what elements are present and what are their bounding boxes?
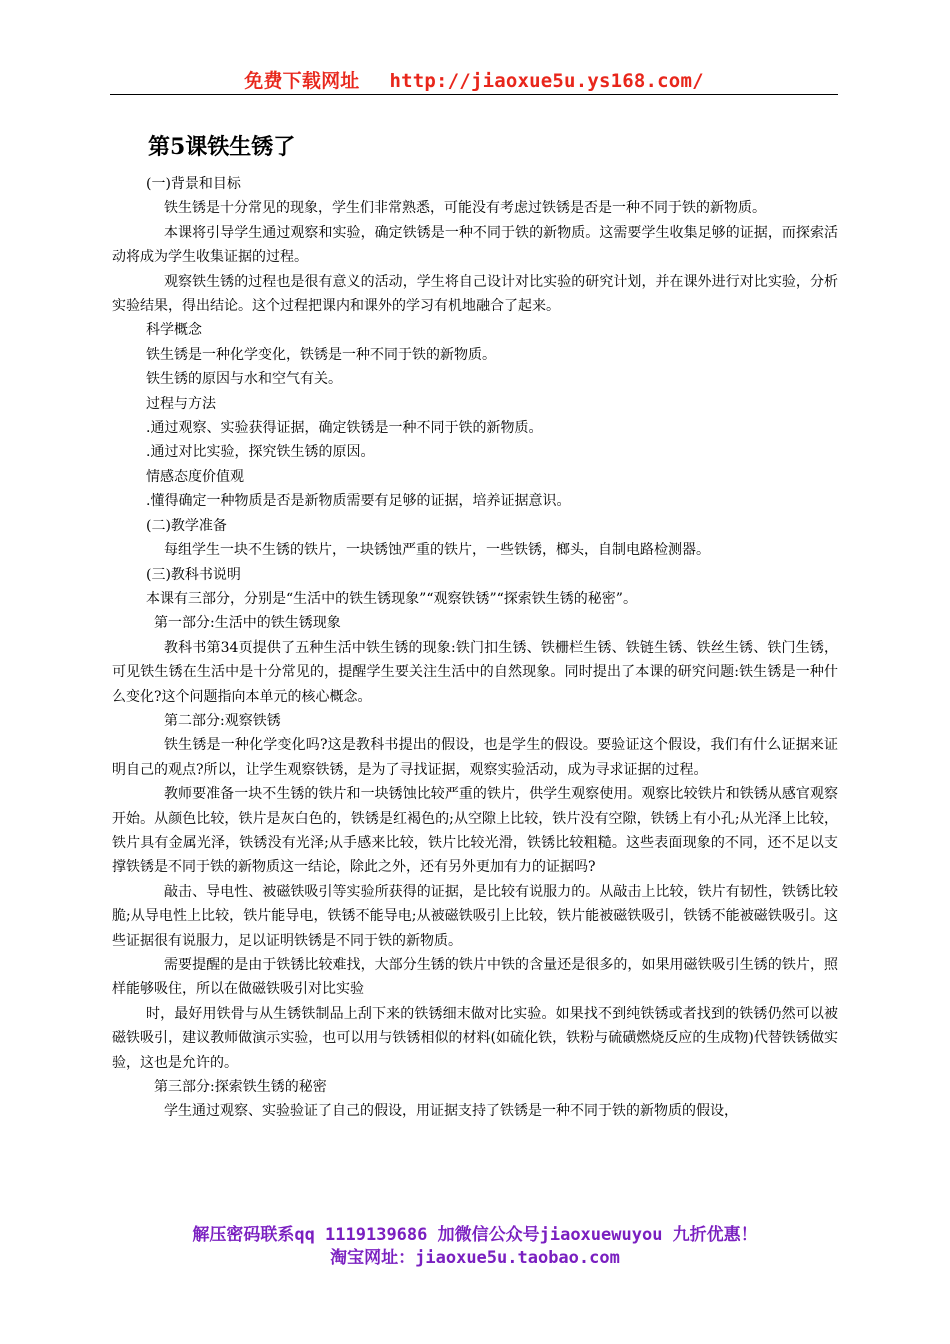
paragraph: .通过对比实验，探究铁生锈的原因。 (146, 444, 375, 461)
paragraph: 情感态度价值观 (146, 468, 244, 485)
paragraph: (二)教学准备 (146, 517, 227, 534)
paragraph: 第三部分:探索铁生锈的秘密 (154, 1079, 327, 1096)
paragraph: 铁生锈的原因与水和空气有关。 (146, 371, 342, 388)
header-banner (110, 66, 838, 93)
paragraph: 第一部分:生活中的铁生锈现象 (154, 615, 341, 632)
document-body (112, 172, 838, 1124)
paragraph: 第二部分:观察铁锈 (164, 712, 281, 729)
footer-shop-link[interactable]: 淘宝网址：jiaoxue5u.taobao.com (330, 1248, 620, 1268)
paragraph: 教科书第34页提供了五种生活中铁生锈的现象:铁门扣生锈、铁栅栏生锈、铁链生锈、铁丝生锈、铁门生锈，可见铁生锈在生活中是十分常见的，提醒学生要关注生活中的自然现象。同时提出了本课的研究问题:铁生锈是一种什么变化?这个问题指向本单元的核心概念。 (112, 639, 838, 705)
header-divider (110, 94, 838, 95)
header-url-link[interactable]: http://jiaoxue5u.ys168.com/ (389, 70, 704, 92)
paragraph: 铁生锈是十分常见的现象，学生们非常熟悉，可能没有考虑过铁锈是否是一种不同于铁的新物质。 (164, 200, 766, 217)
paragraph: 本课有三部分，分别是“生活中的铁生锈现象”“观察铁锈”“探索铁生锈的秘密”。 (146, 590, 637, 607)
paragraph: 时，最好用铁骨与从生锈铁制品上刮下来的铁锈细末做对比实验。如果找不到纯铁锈或者找到的铁锈仍然可以被磁铁吸引，建议教师做演示实验，也可以用与铁锈相似的材料(如硫化铁，铁粉与硫磺燃烧反应的生成物)代替铁锈做实验，这也是允许的。 (112, 1005, 838, 1071)
paragraph: (一)背景和目标 (146, 176, 241, 192)
paragraph: 观察铁生锈的过程也是很有意义的活动，学生将自己设计对比实验的研究计划，并在课外进行对比实验，分析实验结果，得出结论。这个过程把课内和课外的学习有机地融合了起来。 (112, 273, 838, 315)
paragraph: 教师要准备一块不生锈的铁片和一块锈蚀比较严重的铁片，供学生观察使用。观察比较铁片和铁锈从感官观察开始。从颜色比较，铁片是灰白色的，铁锈是红褐色的;从空隙上比较，铁片没有空隙，铁锈上有小孔;从光泽上比较，铁片具有金属光泽，铁锈没有光泽;从手感来比较，铁片比较光滑，铁锈比较粗糙。这些表面现象的不同，还不足以支撑铁锈是不同于铁的新物质这一结论，除此之外，还有另外更加有力的证据吗? (112, 786, 838, 876)
footer-contact: 解压密码联系qq 1119139686 加微信公众号jiaoxuewuyou 九折优惠！ (192, 1225, 758, 1245)
paragraph: 需要提醒的是由于铁锈比较难找，大部分生锈的铁片中铁的含量还是很多的，如果用磁铁吸引生锈的铁片，照样能够吸住，所以在做磁铁吸引对比实验 (112, 957, 838, 998)
paragraph: 学生通过观察、实验验证了自己的假设，用证据支持了铁锈是一种不同于铁的新物质的假设， (164, 1103, 738, 1120)
paragraph: 铁生锈是一种化学变化，铁锈是一种不同于铁的新物质。 (146, 346, 496, 363)
paragraph: .懂得确定一种物质是否是新物质需要有足够的证据，培养证据意识。 (146, 493, 571, 510)
paragraph: 敲击、导电性、被磁铁吸引等实验所获得的证据，是比较有说服力的。从敲击上比较，铁片有韧性，铁锈比较脆;从导电性上比较，铁片能导电，铁锈不能导电;从被磁铁吸引上比较，铁片能被磁铁吸引，铁锈不能被磁铁吸引。这些证据很有说服力，足以证明铁锈是不同于铁的新物质。 (112, 883, 838, 949)
paragraph: 每组学生一块不生锈的铁片，一块锈蚀严重的铁片，一些铁锈，榔头，自制电路检测器。 (164, 542, 710, 559)
paragraph: (三)教科书说明 (146, 566, 241, 583)
paragraph: 过程与方法 (146, 395, 216, 412)
paragraph: 铁生锈是一种化学变化吗?这是教科书提出的假设，也是学生的假设。要验证这个假设，我们有什么证据来证明自己的观点?所以，让学生观察铁锈，是为了寻找证据，观察实验活动，成为寻求证据的过程。 (112, 737, 838, 778)
paragraph: .通过观察、实验获得证据，确定铁锈是一种不同于铁的新物质。 (146, 420, 543, 437)
page-title: 第5课铁生锈了 (148, 134, 296, 160)
paragraph: 本课将引导学生通过观察和实验，确定铁锈是一种不同于铁的新物质。这需要学生收集足够的证据，而探索活动将成为学生收集证据的过程。 (112, 224, 838, 266)
header-label: 免费下载网址 (244, 70, 360, 92)
paragraph: 科学概念 (146, 322, 202, 339)
